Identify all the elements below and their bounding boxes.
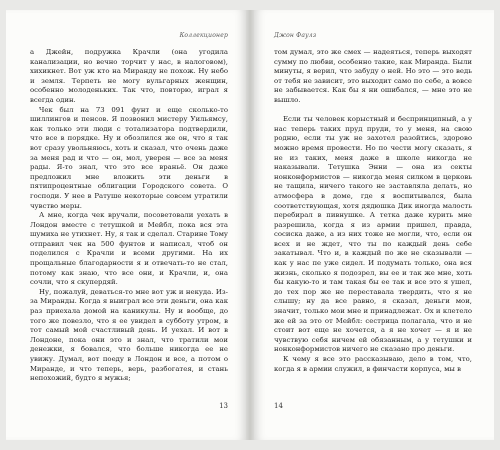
left-page-text: [30, 48, 228, 384]
page-number-left: 13: [219, 402, 228, 410]
right-page: [254, 10, 494, 440]
paragraph: К чему я все это рассказываю, дело в том, что, когда я в армии служил, в финчасти корпуса, мы в: [274, 355, 472, 373]
right-page-text: [274, 48, 472, 374]
book-gutter: [246, 10, 254, 440]
paragraph: Чек был на 73 091 фунт и еще сколько-то шиллингов и пенсов. Я позвонил мистеру Уильямсу, как только эти люди с тотализатора подтвердили, что все в порядке. Ну и обозлился же он, что я так вот сразу увольняюсь, хоть и сказал, что очень даже за меня рад и что — он, мол, уверен — все за меня рады. Я-то знал, что это все враньё. Он даже предложил мне вложить эти деньги в пятипроцентные облигации Городского совета. О господи. У нее в Ратуше некоторые совсем утратили чувство меры.: [30, 105, 228, 210]
left-page: [6, 10, 246, 440]
running-head-right: Джон Фаулз: [274, 32, 317, 39]
paragraph: А мне, когда чек вручали, посоветовали уехать в Лондон вместе с тетушкой и Мейбл, пока вся эта шумиха не утихнет. Ну, я так и сделал. Старине Тому отправил чек на 500 фунтов и написал, чтоб он поделился с Крачли и всеми другими. На их прощальные благодарности я и отвечать-то не стал, потому как знаю, что все они, и Крачли, и, она сочли, что я скупердяй.: [30, 211, 228, 287]
paragraph: а Джейн, подружка Крачли (она угодила канализации, но вечно торчит у нас, в налоговом), хихикнет. Вот уж кто на Миранду не похож. Ну небо и земля. Терпеть не могу вульгарных женщин, особенно молоденьких. Так что, повторю, играл я всегда один.: [30, 48, 228, 104]
paragraph: Ну, пожалуй, деваться-то мне вот уж и некуда. Из-за Миранды. Когда я выиграл все эти деньги, она как раз приехала домой на каникулы. Ну и вообще, до того же повезло, что я ее увидел в субботу утром, в тот самый мой счастливый день. И уехал. И вот в Лондоне, пока они это и знал, что тратили мои денежки, я бовался, что больше никогда ее не увижу. Думал, вот поеду в Лондон и все, а потом о Миранде, и что теперь, верь, разбогатея, и стань непохожий, будто я мужья;: [30, 287, 228, 383]
page-number-right: 14: [274, 402, 283, 410]
running-head-left: Коллекционер: [179, 32, 228, 39]
paragraph: Если ты человек корыстный и беспринципный, а у нас теперь таких пруд пруди, то у меня, на свою родню, если ты уж не захотел разойтись, здорово можно время провести. Но по чести могу сказать, я не из таких, меня даже в школе никогда не наказывали. Тетушка Энни — она из секты нонконформистов — никогда меня силком в церковь не тащила, ничего такого не заставляла делать, но атмосфера в доме, где я воспитывался, была соответствующая, хотя дядюшка Дик иногда малость перебирал в пивнушке. А тетка даже курить мне разрешила, когда я из армии пришел, правда, сосиска даже, а из них тоже не могли, что, если он всех и не ждет, что ты по каждый день себе закатывал. Что и, в каждый по же не сказывали — как у нас пе уже сидел. И подумать только, она вся жизнь, сколько я подозрел, вы ее и так же мне, хоть бы какую-то и там такая бы ее так и все это я ушел, до тех пор же не переставала твердить, что я не слышу; ну да все равно, я сказал, деньги мои, значит, только мои мне и принадлежат. Ох и клетело же ей за это от Мейбл: сестрица полагала, что и не стоит вот еще не хочется, а я не хочет — я и не чувствую себя ничем ей обязанным, а у тетушки и нонконформистов ничего не сказано про деньги.: [274, 115, 472, 354]
paragraph: том думал, это же смех — надеяться, теперь выходят сумму по любви, особенно такие, как Миранда. Были минуты, я верил, что забуду о ней. Но это — это ведь от тебя не зависит, это выходит само по себе, а вовсе не забывается. Как бы я ни ошибался, — мне это не вышло.: [274, 48, 472, 104]
